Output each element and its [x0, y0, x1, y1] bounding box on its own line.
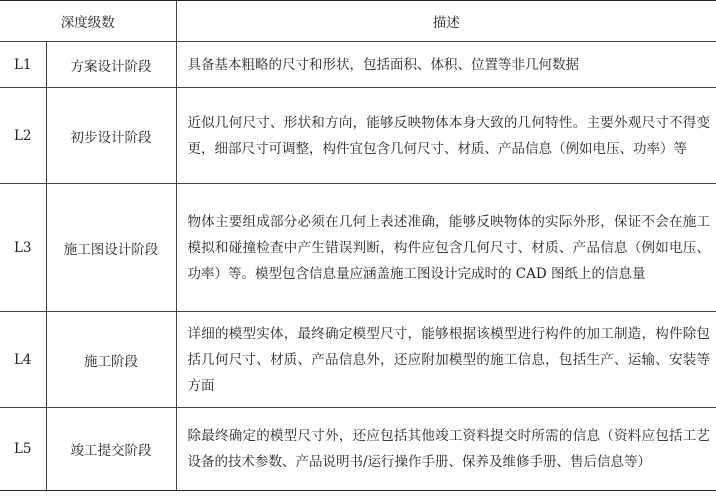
level-code: L3 [0, 184, 46, 312]
table-row [0, 312, 716, 408]
stage-description: 详细的模型实体，最终确定模型尺寸，能够根据该模型进行构件的加工制造，构件除包括几何尺寸、材质、产品信息外，还应附加模型的施工信息，包括生产、运输、安装等方面 [176, 312, 716, 408]
stage-description: 物体主要组成部分必须在几何上表述准确，能够反映物体的实际外形，保证不会在施工模拟和碰撞检查中产生错误判断，构件应包含几何尺寸、材质、产品信息（例如电压、功率）等。模型包含信息量应涵盖施工图设计完成时的 CAD 图纸上的信息量 [176, 184, 716, 312]
stage-description: 除最终确定的模型尺寸外，还应包括其他竣工资料提交时所需的信息（资料应包括工艺设备的技术参数、产品说明书/运行操作手册、保养及维修手册、售后信息等） [176, 408, 716, 491]
stage-description: 近似几何尺寸、形状和方向，能够反映物体本身大致的几何特性。主要外观尺寸不得变更，细部尺寸可调整，构件宜包含几何尺寸、材质、产品信息（例如电压、功率）等 [176, 88, 716, 184]
stage-name: 初步设计阶段 [46, 88, 176, 184]
stage-name: 施工阶段 [46, 312, 176, 408]
table-row [0, 184, 716, 312]
header-description: 描述 [176, 1, 716, 42]
level-code: L4 [0, 312, 46, 408]
stage-name: 竣工提交阶段 [46, 408, 176, 491]
table-row [0, 408, 716, 491]
stage-name: 方案设计阶段 [46, 42, 176, 88]
stage-description: 具备基本粗略的尺寸和形状，包括面积、体积、位置等非几何数据 [176, 42, 716, 88]
table-row [0, 88, 716, 184]
level-code: L2 [0, 88, 46, 184]
table-header-row [0, 1, 716, 42]
level-code: L5 [0, 408, 46, 491]
stage-name: 施工图设计阶段 [46, 184, 176, 312]
table-row [0, 42, 716, 88]
header-level: 深度级数 [0, 1, 176, 42]
level-code: L1 [0, 42, 46, 88]
